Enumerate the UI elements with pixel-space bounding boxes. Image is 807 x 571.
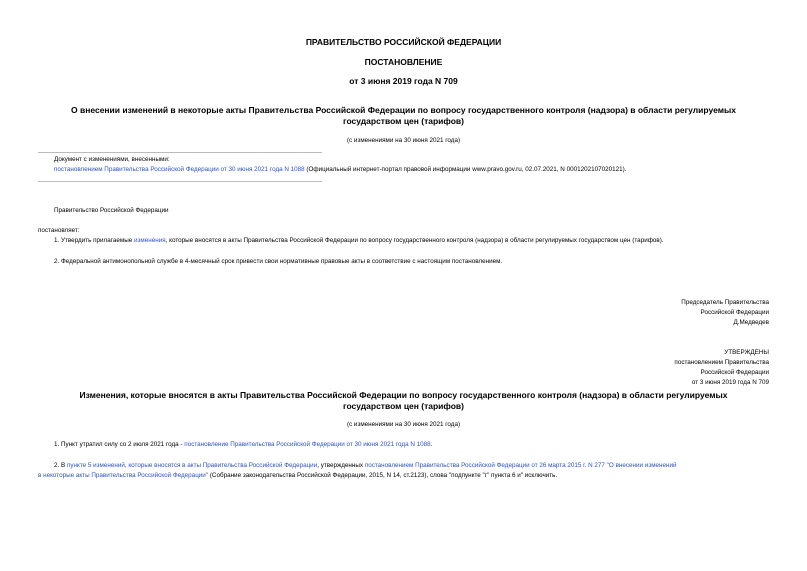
changes-box-top-rule bbox=[38, 152, 322, 153]
decree-277-link-cont[interactable]: в некоторые акты Правительства Российской Федерации" bbox=[38, 472, 209, 479]
changes-entry bbox=[54, 166, 626, 173]
government-name: ПРАВИТЕЛЬСТВО РОССИЙСКОЙ ФЕДЕРАЦИИ bbox=[305, 37, 502, 47]
annex-revision-note: (с изменениями на 30 июня 2021 года) bbox=[346, 421, 461, 428]
changes-label: Документ с изменениями, внесенными: bbox=[54, 156, 170, 163]
changes-source: (Официальный интернет-портал правовой информации www.pravo.gov.ru, 02.07.2021, N 0001202107020121). bbox=[304, 166, 627, 173]
annex-item-1: 1. Пункт утратил силу со 2 июля 2021 года - постановление Правительства Российской Федерации от 30 июня 2021 года N 1088. bbox=[54, 441, 433, 448]
approved-heading: УТВЕРЖДЕНЫ bbox=[724, 349, 769, 356]
decree-277-link[interactable]: постановлением Правительства Российской Федерации от 26 марта 2015 г. N 277 "О внесении изменений bbox=[364, 462, 677, 469]
document-title-line-1: О внесении изменений в некоторые акты Правительства Российской Федерации по вопросу государственного контроля (надзора) в области регулируемых bbox=[71, 105, 736, 115]
annex-item-2-line-1: 2. В пункте 5 изменений, которые вносятся в акты Правительства Российской Федерации, утвержденных постановлением Правительства Российской Федерации от 26 марта 2015 г. N 277 "О внесении изменений bbox=[54, 462, 677, 469]
annex-item-2-line-2: в некоторые акты Правительства Российской Федерации" (Собрание законодательства Российской Федерации, 2015, N 14, ст.2123), слова "подпункте "г" пункта 6 и" исключить. bbox=[38, 472, 558, 479]
document-date: от 3 июня 2019 года N 709 bbox=[349, 76, 458, 86]
amendment-link-1088[interactable]: постановлением Правительства Российской Федерации от 30 июня 2021 года N 1088 bbox=[54, 166, 305, 173]
signature-org: Российской Федерации bbox=[700, 309, 769, 316]
changes-link[interactable]: изменения bbox=[134, 237, 166, 244]
document-type: ПОСТАНОВЛЕНИЕ bbox=[364, 57, 443, 67]
point-5-changes-link[interactable]: пункте 5 изменений, которые вносятся в акты Правительства Российской Федерации bbox=[66, 462, 318, 469]
approved-date: от 3 июня 2019 года N 709 bbox=[691, 379, 769, 386]
annex-title-line-1: Изменения, которые вносятся в акты Правительства Российской Федерации по вопросу государственного контроля (надзора) в области регулируемых bbox=[79, 390, 728, 400]
document-title-line-2: государством цен (тарифов) bbox=[343, 116, 464, 126]
decree-item-2: 2. Федеральной антимонопольной службе в 4-месячный срок привести свои нормативные правовые акты в соответствие с настоящим постановлением. bbox=[54, 258, 503, 265]
revision-note: (с изменениями на 30 июня 2021 года) bbox=[346, 137, 461, 144]
signature-name: Д.Медведев bbox=[733, 319, 769, 326]
signature-title: Председатель Правительства bbox=[681, 299, 769, 306]
decrees-word: постановляет: bbox=[38, 227, 80, 234]
approved-by: постановлением Правительства bbox=[674, 359, 769, 366]
annex-title-line-2: государством цен (тарифов) bbox=[343, 401, 464, 411]
decree-item-1: 1. Утвердить прилагаемые изменения, которые вносятся в акты Правительства Российской Федерации по вопросу государственного контроля (надзора) в области регулируемых государством цен (тарифов). bbox=[54, 237, 664, 244]
annex-amendment-link-1088[interactable]: постановление Правительства Российской Федерации от 30 июня 2021 года N 1088 bbox=[184, 441, 431, 448]
approved-org: Российской Федерации bbox=[700, 369, 769, 376]
changes-box-bottom-rule bbox=[38, 181, 322, 182]
issuer: Правительство Российской Федерации bbox=[54, 207, 169, 214]
